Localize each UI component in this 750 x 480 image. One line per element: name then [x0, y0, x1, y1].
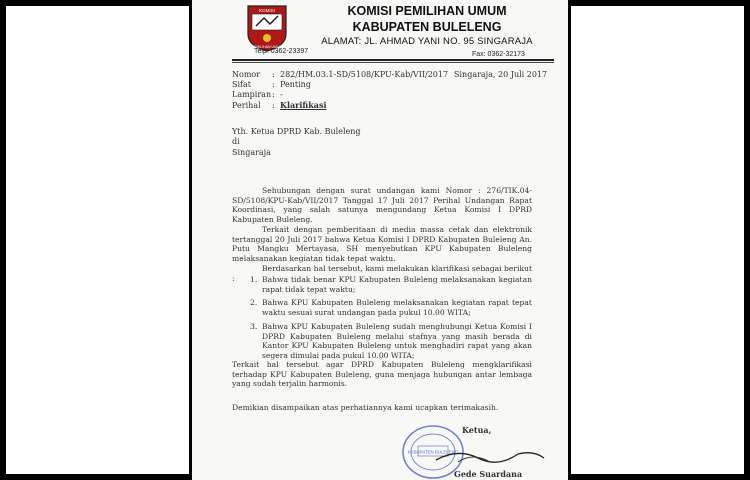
logo-text-top: KOMISI	[259, 8, 275, 13]
meta-sifat-label: Sifat	[232, 80, 251, 89]
letterhead-region: KABUPATEN BULELENG	[352, 20, 502, 34]
meta-lampiran-value: -	[280, 90, 283, 99]
body-closing: Demikian disampaikan atas perhatiannya kami ucapkan terimakasih.	[232, 403, 499, 412]
left-white-panel	[6, 6, 189, 474]
letterhead-phone: Telp: 0362-23397	[254, 48, 309, 55]
meta-perihal-value: Klarifikasi	[280, 100, 327, 110]
body-paragraph-2: Terkait dengan pemberitaan di media massa cetak dan elektronik tertanggal 20 Juli 2017 bahwa Ketua Komisi I DPRD Kabupaten Buleleng An. Putu Mangku Mertayasa, SH menyebutkan KPU Kabupaten Buleleng melaksanakan kegiatan tidak tepat waktu.	[232, 225, 532, 263]
meta-lampiran: Lampiran: -	[232, 90, 283, 99]
list-item-number: 1.	[250, 275, 258, 284]
header-divider-thin	[232, 62, 554, 63]
logo-text-bottom: PEMILIHAN UMUM	[251, 45, 283, 49]
letterhead-fax: Fax: 0362-32173	[472, 51, 525, 58]
right-white-panel	[571, 6, 744, 474]
recipient-line2: di	[232, 137, 240, 146]
body-paragraph-1: Sehubungan dengan surat undangan kami Nomor : 276/TIK.04-SD/5108/KPU-Kab/VII/2017 Tanggal 17 Juli 2017 Perihal Undangan Rapat Koordinasi, yang salah satunya mengundang Ketua Komisi I DPRD Kabupaten Buleleng.	[232, 186, 532, 224]
letterhead-address: ALAMAT: JL. AHMAD YANI NO. 95 SINGARAJA	[321, 36, 533, 47]
meta-sifat-value: Penting	[280, 80, 311, 89]
recipient-line3: Singaraja	[232, 148, 271, 157]
meta-nomor: Nomor : 282/HM.03.1-SD/5108/KPU-Kab/VII/2017	[232, 70, 449, 79]
stamp-text: KABUPATEN BULELENG	[407, 449, 459, 455]
meta-perihal: Perihal : Klarifikasi	[232, 100, 327, 110]
list-item-text: Bahwa KPU Kabupaten Buleleng melaksanakan kegiatan rapat tepat waktu sesuai surat undangan pada pukul 10.00 WITA;	[262, 298, 532, 317]
meta-lampiran-label: Lampiran	[232, 90, 272, 99]
body-paragraph-3: Berdasarkan hal tersebut, kami melakukan klarifikasi sebagai berikut :	[232, 264, 532, 283]
kpu-logo-icon	[246, 4, 288, 52]
header-divider	[232, 59, 554, 61]
recipient-line1: Yth. Ketua DPRD Kab. Buleleng	[232, 127, 361, 136]
meta-nomor-label: Nomor	[232, 70, 261, 79]
letter-date: Singaraja, 20 Juli 2017	[454, 70, 548, 79]
signature-title: Ketua,	[462, 425, 492, 435]
letterhead-org: KOMISI PEMILIHAN UMUM	[347, 4, 507, 18]
letter-document	[192, 0, 568, 480]
meta-nomor-value: 282/HM.03.1-SD/5108/KPU-Kab/VII/2017	[280, 70, 449, 79]
list-item-text: Bahwa tidak benar KPU Kabupaten Buleleng melaksanakan kegiatan rapat tidak tepat waktu;	[262, 275, 532, 294]
signature-name: Gede Suardana	[454, 469, 523, 479]
body-paragraph-4: Terkait hal tersebut agar DPRD Kabupaten Buleleng mengklarifikasi terhadap KPU Kabupaten Buleleng, guna menjaga hubungan antar lembaga yang sudah terjalin harmonis.	[232, 360, 532, 389]
meta-perihal-label: Perihal	[232, 101, 261, 110]
meta-sifat: Sifat : Penting	[232, 80, 311, 89]
handwritten-signature-icon	[428, 440, 548, 470]
list-item-number: 2.	[250, 298, 258, 307]
list-item-number: 3.	[250, 322, 258, 331]
list-item-text: Bahwa KPU Kabupaten Buleleng sudah menghubungi Ketua Komisi I DPRD Kabupaten Buleleng melalui stafnya yang masih berada di Kantor KPU Kabupaten Buleleng untuk menghadiri rapat yang akan segera dimulai pada pukul 10.00 WITA;	[262, 322, 532, 360]
